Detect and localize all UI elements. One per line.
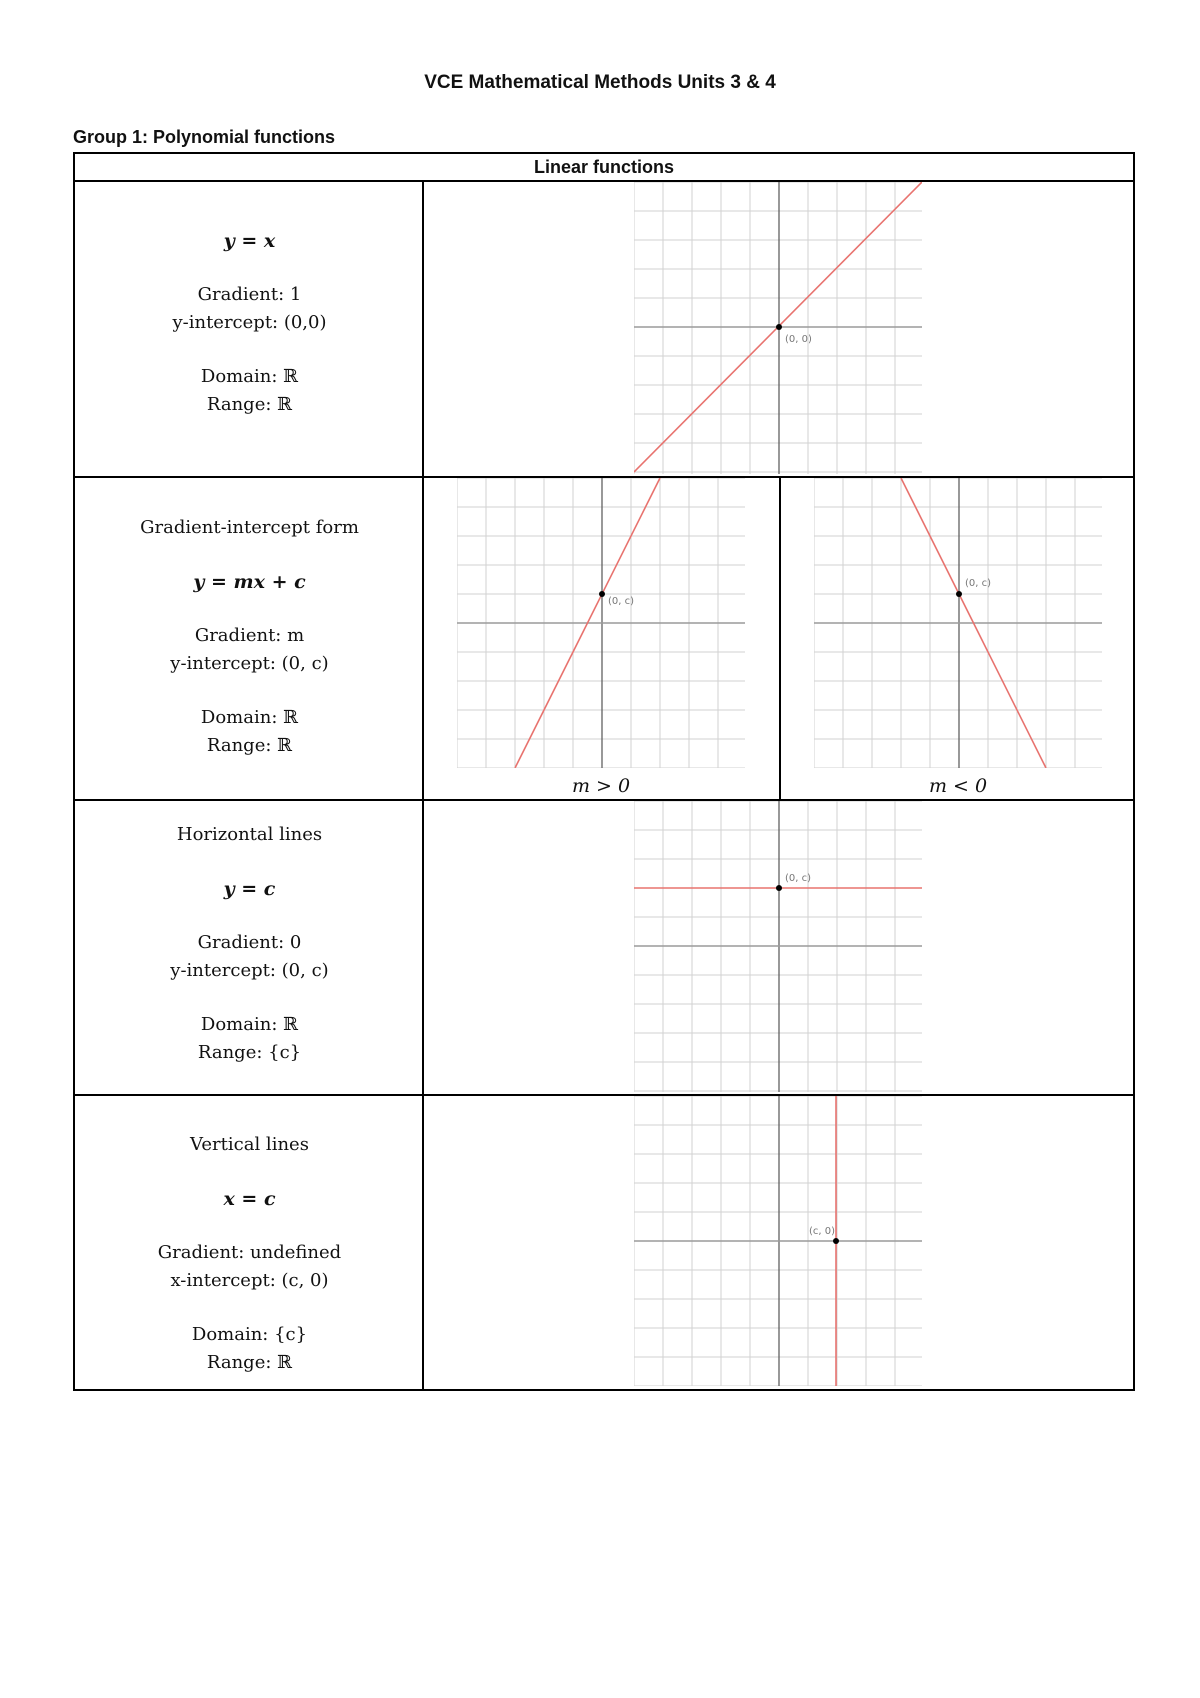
graph-negative-gradient (814, 478, 1102, 768)
intercept-point (776, 324, 782, 330)
section-title: Group 1: Polynomial functions (73, 127, 336, 147)
equation: y = x (223, 230, 276, 252)
intercept-point-label: (0, c) (965, 578, 992, 589)
intercept-text: y-intercept: (0,0) (172, 312, 327, 333)
row-heading: Horizontal lines (176, 824, 323, 845)
equation: y = c (223, 878, 276, 900)
equation: y = mx + c (193, 571, 306, 593)
graph-divider (779, 478, 781, 799)
graph-vertical-line (634, 1096, 922, 1386)
row-identity (75, 182, 1133, 478)
intercept-point-label: (0, 0) (785, 334, 812, 345)
domain-text: Domain: ℝ (200, 707, 299, 728)
linear-functions-table (73, 152, 1135, 1391)
intercept-text: y-intercept: (0, c) (170, 960, 329, 981)
intercept-point (833, 1238, 839, 1244)
row-gradient-intercept-info (75, 478, 424, 799)
gradient-text: Gradient: m (194, 625, 305, 646)
caption-positive-gradient: m > 0 (571, 775, 631, 797)
intercept-point (956, 591, 962, 597)
range-text: Range: ℝ (206, 735, 293, 756)
row-heading: Gradient-intercept form (140, 517, 359, 538)
row-vertical-info (75, 1096, 424, 1389)
intercept-point-label: (0, c) (785, 873, 812, 884)
table-header: Linear functions (75, 154, 1133, 182)
intercept-text: x-intercept: (c, 0) (170, 1270, 329, 1291)
intercept-point (599, 591, 605, 597)
equation: x = c (223, 1188, 276, 1210)
row-horizontal-lines (75, 801, 1133, 1096)
intercept-point-label: (0, c) (608, 596, 635, 607)
graph-positive-gradient (457, 478, 745, 768)
row-horizontal-info (75, 801, 424, 1094)
intercept-point (776, 885, 782, 891)
gradient-text: Gradient: 1 (197, 284, 302, 305)
range-text: Range: ℝ (206, 394, 293, 415)
domain-text: Domain: ℝ (200, 1014, 299, 1035)
graph-y-equals-x (634, 182, 922, 474)
document-title: VCE Mathematical Methods Units 3 & 4 (424, 72, 776, 93)
row-identity-info (75, 182, 424, 476)
row-heading: Vertical lines (190, 1134, 309, 1155)
gradient-text: Gradient: undefined (157, 1242, 342, 1263)
row-vertical-lines (75, 1096, 1133, 1389)
domain-text: Domain: ℝ (200, 366, 299, 387)
range-text: Range: {c} (197, 1042, 302, 1063)
intercept-point-label: (c, 0) (809, 1226, 836, 1237)
caption-negative-gradient: m < 0 (928, 775, 988, 797)
domain-text: Domain: {c} (191, 1324, 308, 1345)
graph-horizontal-line (634, 801, 922, 1092)
row-gradient-intercept-graph-cell (424, 478, 1135, 799)
row-horizontal-graph-cell (424, 801, 1135, 1094)
gradient-text: Gradient: 0 (197, 932, 302, 953)
range-text: Range: ℝ (206, 1352, 293, 1373)
row-identity-graph-cell (424, 182, 1135, 476)
intercept-text: y-intercept: (0, c) (170, 653, 329, 674)
row-gradient-intercept (75, 478, 1133, 801)
row-vertical-graph-cell (424, 1096, 1135, 1389)
